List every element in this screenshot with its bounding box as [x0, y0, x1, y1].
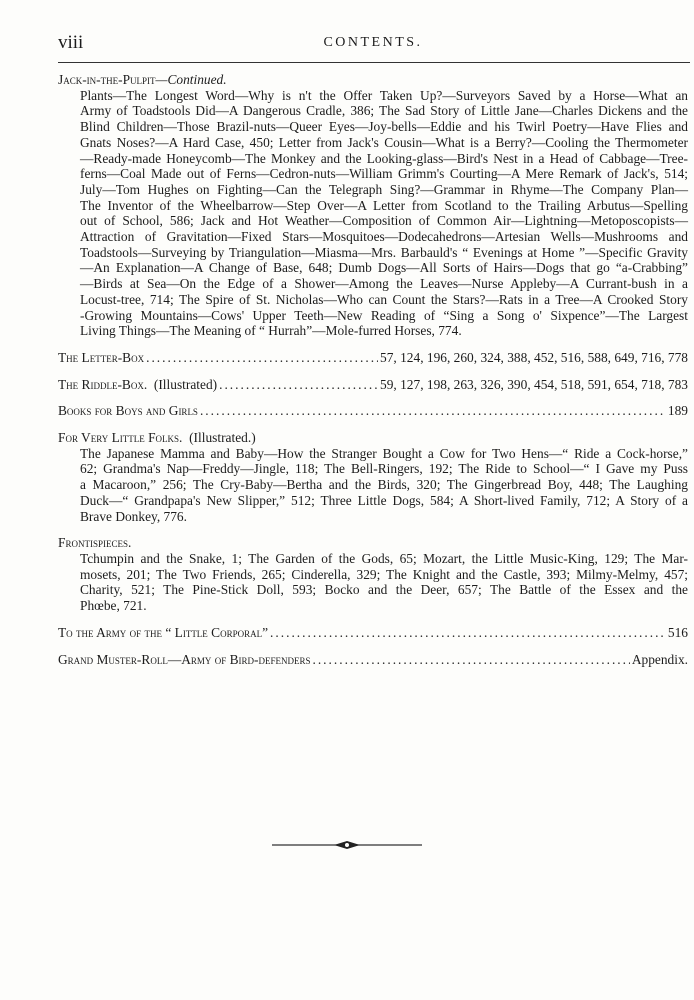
entry-army — [58, 625, 688, 641]
entry-title: Books for Boys and Girls — [58, 403, 198, 419]
heading-text: For Very Little Folks. — [58, 430, 183, 446]
text-line: The Inventor of the Wheelbarrow—Step Over—A Letter from Scotland to the Trailing Arbutus—Spelling — [80, 197, 688, 213]
section-heading: Frontispieces. — [58, 535, 132, 551]
section-frontispieces — [58, 535, 688, 614]
entry-pages: 516 — [667, 624, 688, 640]
text-line: Duck—“ Grandpapa's New Slipper,” 512; Three Little Dogs, 584; A Short-lived Family, 712; A Story of a — [80, 492, 688, 508]
section-jack-in-the-pulpit — [58, 72, 688, 339]
text-line: —Birds at Sea—On the Edge of a Shower—Among the Leaves—Nurse Appleby—A Currant-bush in a — [80, 276, 688, 292]
entry-letter-box — [58, 350, 688, 366]
contents-body — [58, 72, 688, 678]
dot-leader — [146, 350, 378, 366]
text-line: Army of Toadstools Did—A Dangerous Cradle, 386; The Sad Story of Little Jane—Charles Dickens and the — [80, 103, 688, 119]
text-line: Tchumpin and the Snake, 1; The Garden of the Gods, 65; Mozart, the Little Music-King, 129; The Mar- — [80, 550, 688, 566]
section-entries — [58, 88, 688, 339]
text-line: Charity, 521; The Pine-Stick Doll, 593; Bocko and the Deer, 657; The Battle of the Essex and the — [80, 582, 688, 598]
section-entries — [58, 446, 688, 525]
text-line: mosets, 201; The Two Friends, 265; Cinderella, 329; The Knight and the Castle, 393; Milmy-Melmy, 457; — [80, 566, 688, 582]
heading-text: Jack-in-the-Pulpit — [58, 72, 156, 87]
dot-leader — [270, 625, 666, 641]
entry-pages: Appendix. — [631, 651, 688, 667]
entry-title: The Riddle-Box. — [58, 376, 148, 392]
dot-leader — [312, 652, 629, 668]
ornament-divider — [272, 838, 422, 852]
text-line: Toadstools—Surveying by Triangulation—Miasma—Mrs. Barbauld's “ Evenings at Home ”—Specific Gravity — [80, 244, 688, 260]
heading-suffix: —Continued. — [155, 72, 227, 87]
entry-pages: 59, 127, 198, 263, 326, 390, 454, 518, 591, 654, 718, 783 — [380, 376, 688, 392]
section-heading — [58, 72, 688, 88]
text-line: -Growing Mountains—Cows' Upper Teeth—New Reading of “Sing a Song o' Sixpence”—The Largest — [80, 307, 688, 323]
text-line: Locust-tree, 714; The Spire of St. Nicholas—Who can Count the Stars?—Rats in a Tree—A Crooked Story — [80, 291, 688, 307]
text-line: Brave Donkey, 776. — [80, 508, 187, 524]
text-line: Phœbe, 721. — [80, 598, 147, 614]
text-line: Living Things—The Meaning of “ Hurrah”—Mole-furred Horses, 774. — [80, 323, 462, 339]
page-number: viii — [58, 32, 84, 53]
text-line: Gnats Noses?—A Hard Case, 450; Letter from Jack's Cousin—What is a Berry?—Cooling the Thermometer — [80, 134, 688, 150]
entry-note: (Illustrated) — [153, 376, 218, 392]
entry-books — [58, 403, 688, 419]
section-entries — [58, 551, 688, 614]
text-line: Blind Children—Those Brazil-nuts—Queer Eyes—Joy-bells—Eddie and his Twirl Poetry—Have Flies and — [80, 119, 688, 135]
text-line: 62; Grandma's Nap—Freddy—Jingle, 118; The Bell-Ringers, 192; The Ride to School—“ I Gave my Puss — [80, 461, 688, 477]
text-line: July—Tom Hughes on Fighting—Can the Telegraph Sing?—Grammar in Rhyme—The Company Plan— — [80, 181, 688, 197]
entry-pages: 189 — [667, 403, 688, 419]
running-title: CONTENTS. — [323, 35, 423, 50]
text-line: Plants—The Longest Word—Why is n't the Offer Taken Up?—Surveyors Saved by a Horse—What an — [80, 87, 688, 103]
dot-leader — [219, 377, 378, 393]
dot-leader — [200, 403, 666, 419]
entry-muster-roll — [58, 652, 688, 668]
text-line: —An Explanation—A Change of Base, 648; Dumb Dogs—All Sorts of Hairs—Dogs that go “a-Crabbing” — [80, 260, 688, 276]
text-line: —Ready-made Honeycomb—The Monkey and the Looking-glass—Bird's Nest in a Head of Cabbage—Tree- — [80, 150, 688, 166]
entry-title: To the Army of the “ Little Corporal” — [58, 624, 269, 640]
section-heading — [58, 430, 688, 446]
text-line: out of School, 586; Jack and Hot Weather—Composition of Common Air—Lightning—Metoposcopists— — [80, 213, 688, 229]
entry-title: The Letter-Box — [58, 349, 145, 365]
text-line: The Japanese Mamma and Baby—How the Stranger Bought a Cow for Two Hens—“ Ride a Cock-horse,” — [80, 445, 688, 461]
header-rule — [58, 62, 690, 63]
text-line: ferns—Coal Made out of Ferns—Cedron-nuts—William Grimm's Courting—A Mere Remark of Jack's, 514; — [80, 166, 688, 182]
entry-title: Grand Muster-Roll—Army of Bird-defenders — [58, 651, 311, 667]
text-line: Attraction of Gravitation—Fixed Stars—Mosquitoes—Dodecahedrons—Artesian Wells—Mushrooms and — [80, 229, 688, 245]
page-header — [58, 32, 688, 56]
section-little-folks — [58, 430, 688, 524]
entry-riddle-box — [58, 377, 688, 393]
heading-note: (Illustrated.) — [189, 430, 256, 446]
text-line: a Macaroon,” 256; The Cry-Baby—Bertha and the Birds, 320; The Gingerbread Boy, 448; The Laughing — [80, 477, 688, 493]
entry-pages: 57, 124, 196, 260, 324, 388, 452, 516, 588, 649, 716, 778 — [380, 349, 688, 365]
